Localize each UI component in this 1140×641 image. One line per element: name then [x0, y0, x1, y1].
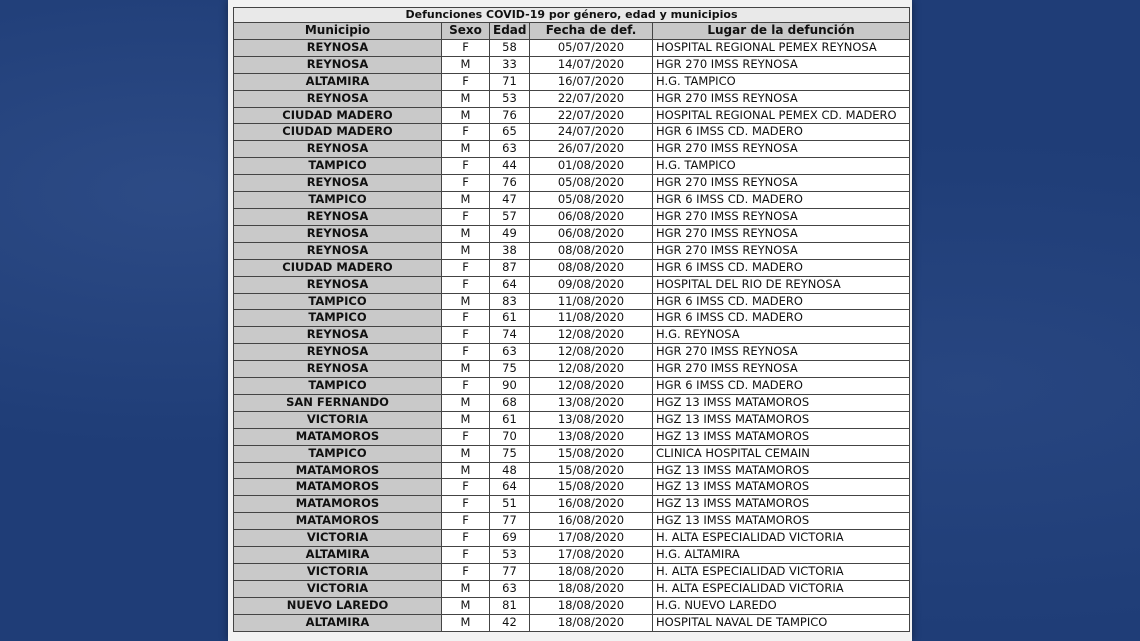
- fecha-cell: 05/08/2020: [530, 192, 653, 209]
- municipio-cell: ALTAMIRA: [234, 547, 442, 564]
- fecha-cell: 12/08/2020: [530, 344, 653, 361]
- sexo-cell: F: [442, 124, 490, 141]
- edad-cell: 51: [490, 496, 530, 513]
- lugar-cell: CLINICA HOSPITAL CEMAIN: [653, 445, 910, 462]
- municipio-cell: REYNOSA: [234, 361, 442, 378]
- edad-cell: 74: [490, 327, 530, 344]
- sexo-cell: M: [442, 580, 490, 597]
- fecha-cell: 12/08/2020: [530, 361, 653, 378]
- table-row: [234, 175, 910, 192]
- edad-cell: 69: [490, 530, 530, 547]
- table-row: [234, 479, 910, 496]
- lugar-cell: HGR 6 IMSS CD. MADERO: [653, 259, 910, 276]
- lugar-cell: H. ALTA ESPECIALIDAD VICTORIA: [653, 530, 910, 547]
- table-row: [234, 310, 910, 327]
- fecha-cell: 13/08/2020: [530, 394, 653, 411]
- edad-cell: 42: [490, 614, 530, 631]
- table-row: [234, 547, 910, 564]
- fecha-cell: 13/08/2020: [530, 428, 653, 445]
- edad-cell: 71: [490, 73, 530, 90]
- header-lugar: Lugar de la defunción: [653, 23, 910, 40]
- edad-cell: 75: [490, 361, 530, 378]
- fecha-cell: 12/08/2020: [530, 378, 653, 395]
- fecha-cell: 16/08/2020: [530, 496, 653, 513]
- table-row: [234, 242, 910, 259]
- table-row: [234, 496, 910, 513]
- edad-cell: 61: [490, 310, 530, 327]
- table-row: [234, 141, 910, 158]
- header-sexo: Sexo: [442, 23, 490, 40]
- fecha-cell: 08/08/2020: [530, 259, 653, 276]
- table-row: [234, 107, 910, 124]
- fecha-cell: 05/08/2020: [530, 175, 653, 192]
- edad-cell: 38: [490, 242, 530, 259]
- sexo-cell: F: [442, 73, 490, 90]
- sexo-cell: F: [442, 310, 490, 327]
- lugar-cell: HGZ 13 IMSS MATAMOROS: [653, 479, 910, 496]
- lugar-cell: HOSPITAL NAVAL DE TAMPICO: [653, 614, 910, 631]
- fecha-cell: 26/07/2020: [530, 141, 653, 158]
- municipio-cell: REYNOSA: [234, 208, 442, 225]
- edad-cell: 49: [490, 225, 530, 242]
- edad-cell: 76: [490, 175, 530, 192]
- sexo-cell: M: [442, 597, 490, 614]
- lugar-cell: HOSPITAL REGIONAL PEMEX REYNOSA: [653, 39, 910, 56]
- sexo-cell: F: [442, 564, 490, 581]
- table-row: [234, 411, 910, 428]
- lugar-cell: HGZ 13 IMSS MATAMOROS: [653, 394, 910, 411]
- municipio-cell: MATAMOROS: [234, 496, 442, 513]
- lugar-cell: H.G. REYNOSA: [653, 327, 910, 344]
- table-row: [234, 530, 910, 547]
- sexo-cell: F: [442, 344, 490, 361]
- lugar-cell: HGR 270 IMSS REYNOSA: [653, 361, 910, 378]
- sexo-cell: F: [442, 530, 490, 547]
- table-row: [234, 56, 910, 73]
- table-row: [234, 327, 910, 344]
- edad-cell: 70: [490, 428, 530, 445]
- table-row: [234, 597, 910, 614]
- lugar-cell: H.G. TAMPICO: [653, 73, 910, 90]
- municipio-cell: REYNOSA: [234, 56, 442, 73]
- table-row: [234, 462, 910, 479]
- fecha-cell: 18/08/2020: [530, 597, 653, 614]
- fecha-cell: 22/07/2020: [530, 107, 653, 124]
- fecha-cell: 24/07/2020: [530, 124, 653, 141]
- fecha-cell: 15/08/2020: [530, 445, 653, 462]
- sexo-cell: F: [442, 496, 490, 513]
- lugar-cell: HGR 270 IMSS REYNOSA: [653, 90, 910, 107]
- table-row: [234, 513, 910, 530]
- municipio-cell: REYNOSA: [234, 39, 442, 56]
- municipio-cell: VICTORIA: [234, 564, 442, 581]
- sexo-cell: F: [442, 479, 490, 496]
- municipio-cell: CIUDAD MADERO: [234, 124, 442, 141]
- header-row: [234, 23, 910, 40]
- edad-cell: 53: [490, 90, 530, 107]
- fecha-cell: 16/07/2020: [530, 73, 653, 90]
- municipio-cell: NUEVO LAREDO: [234, 597, 442, 614]
- sexo-cell: F: [442, 175, 490, 192]
- header-fecha: Fecha de def.: [530, 23, 653, 40]
- lugar-cell: H.G. TAMPICO: [653, 158, 910, 175]
- sexo-cell: M: [442, 614, 490, 631]
- municipio-cell: TAMPICO: [234, 158, 442, 175]
- table-row: [234, 158, 910, 175]
- header-municipio: Municipio: [234, 23, 442, 40]
- table-row: [234, 73, 910, 90]
- edad-cell: 63: [490, 580, 530, 597]
- lugar-cell: HGZ 13 IMSS MATAMOROS: [653, 428, 910, 445]
- table-title: Defunciones COVID-19 por género, edad y municipios: [234, 8, 910, 23]
- edad-cell: 47: [490, 192, 530, 209]
- sexo-cell: M: [442, 361, 490, 378]
- edad-cell: 63: [490, 344, 530, 361]
- edad-cell: 58: [490, 39, 530, 56]
- table-row: [234, 614, 910, 631]
- edad-cell: 64: [490, 276, 530, 293]
- lugar-cell: HGR 270 IMSS REYNOSA: [653, 344, 910, 361]
- municipio-cell: VICTORIA: [234, 411, 442, 428]
- edad-cell: 63: [490, 141, 530, 158]
- sexo-cell: M: [442, 445, 490, 462]
- lugar-cell: HGR 6 IMSS CD. MADERO: [653, 293, 910, 310]
- municipio-cell: TAMPICO: [234, 293, 442, 310]
- lugar-cell: HGZ 13 IMSS MATAMOROS: [653, 462, 910, 479]
- lugar-cell: HGR 270 IMSS REYNOSA: [653, 225, 910, 242]
- fecha-cell: 14/07/2020: [530, 56, 653, 73]
- table-row: [234, 344, 910, 361]
- table-row: [234, 378, 910, 395]
- fecha-cell: 18/08/2020: [530, 614, 653, 631]
- edad-cell: 90: [490, 378, 530, 395]
- edad-cell: 33: [490, 56, 530, 73]
- edad-cell: 81: [490, 597, 530, 614]
- table-row: [234, 276, 910, 293]
- fecha-cell: 06/08/2020: [530, 225, 653, 242]
- municipio-cell: MATAMOROS: [234, 479, 442, 496]
- sexo-cell: F: [442, 327, 490, 344]
- sexo-cell: M: [442, 56, 490, 73]
- edad-cell: 87: [490, 259, 530, 276]
- edad-cell: 65: [490, 124, 530, 141]
- lugar-cell: HGR 270 IMSS REYNOSA: [653, 242, 910, 259]
- lugar-cell: H. ALTA ESPECIALIDAD VICTORIA: [653, 564, 910, 581]
- fecha-cell: 11/08/2020: [530, 310, 653, 327]
- table-row: [234, 124, 910, 141]
- lugar-cell: HGZ 13 IMSS MATAMOROS: [653, 513, 910, 530]
- sexo-cell: M: [442, 411, 490, 428]
- edad-cell: 48: [490, 462, 530, 479]
- covid-deaths-table: [233, 7, 910, 632]
- table-row: [234, 564, 910, 581]
- municipio-cell: REYNOSA: [234, 175, 442, 192]
- sexo-cell: F: [442, 259, 490, 276]
- sexo-cell: F: [442, 208, 490, 225]
- municipio-cell: MATAMOROS: [234, 428, 442, 445]
- lugar-cell: HGR 6 IMSS CD. MADERO: [653, 378, 910, 395]
- municipio-cell: CIUDAD MADERO: [234, 259, 442, 276]
- municipio-cell: REYNOSA: [234, 90, 442, 107]
- sexo-cell: M: [442, 293, 490, 310]
- sexo-cell: F: [442, 428, 490, 445]
- municipio-cell: TAMPICO: [234, 310, 442, 327]
- fecha-cell: 18/08/2020: [530, 564, 653, 581]
- municipio-cell: VICTORIA: [234, 580, 442, 597]
- lugar-cell: H.G. ALTAMIRA: [653, 547, 910, 564]
- edad-cell: 77: [490, 513, 530, 530]
- lugar-cell: H.G. NUEVO LAREDO: [653, 597, 910, 614]
- table-row: [234, 208, 910, 225]
- lugar-cell: HGR 270 IMSS REYNOSA: [653, 141, 910, 158]
- municipio-cell: SAN FERNANDO: [234, 394, 442, 411]
- lugar-cell: H. ALTA ESPECIALIDAD VICTORIA: [653, 580, 910, 597]
- sexo-cell: F: [442, 276, 490, 293]
- edad-cell: 76: [490, 107, 530, 124]
- lugar-cell: HGR 6 IMSS CD. MADERO: [653, 192, 910, 209]
- sexo-cell: M: [442, 394, 490, 411]
- sexo-cell: F: [442, 39, 490, 56]
- fecha-cell: 22/07/2020: [530, 90, 653, 107]
- table-row: [234, 445, 910, 462]
- lugar-cell: HGZ 13 IMSS MATAMOROS: [653, 411, 910, 428]
- fecha-cell: 17/08/2020: [530, 547, 653, 564]
- edad-cell: 44: [490, 158, 530, 175]
- municipio-cell: REYNOSA: [234, 344, 442, 361]
- table-row: [234, 39, 910, 56]
- lugar-cell: HGR 270 IMSS REYNOSA: [653, 208, 910, 225]
- sexo-cell: F: [442, 513, 490, 530]
- sexo-cell: F: [442, 547, 490, 564]
- lugar-cell: HGR 270 IMSS REYNOSA: [653, 175, 910, 192]
- edad-cell: 77: [490, 564, 530, 581]
- municipio-cell: VICTORIA: [234, 530, 442, 547]
- table-row: [234, 259, 910, 276]
- municipio-cell: ALTAMIRA: [234, 73, 442, 90]
- municipio-cell: MATAMOROS: [234, 513, 442, 530]
- fecha-cell: 11/08/2020: [530, 293, 653, 310]
- municipio-cell: TAMPICO: [234, 445, 442, 462]
- header-edad: Edad: [490, 23, 530, 40]
- sexo-cell: M: [442, 242, 490, 259]
- edad-cell: 64: [490, 479, 530, 496]
- fecha-cell: 08/08/2020: [530, 242, 653, 259]
- edad-cell: 53: [490, 547, 530, 564]
- municipio-cell: REYNOSA: [234, 242, 442, 259]
- table-row: [234, 394, 910, 411]
- municipio-cell: CIUDAD MADERO: [234, 107, 442, 124]
- table-row: [234, 361, 910, 378]
- fecha-cell: 13/08/2020: [530, 411, 653, 428]
- fecha-cell: 01/08/2020: [530, 158, 653, 175]
- edad-cell: 68: [490, 394, 530, 411]
- fecha-cell: 16/08/2020: [530, 513, 653, 530]
- municipio-cell: MATAMOROS: [234, 462, 442, 479]
- table-row: [234, 428, 910, 445]
- fecha-cell: 12/08/2020: [530, 327, 653, 344]
- municipio-cell: REYNOSA: [234, 327, 442, 344]
- edad-cell: 83: [490, 293, 530, 310]
- lugar-cell: HGR 6 IMSS CD. MADERO: [653, 124, 910, 141]
- sexo-cell: M: [442, 225, 490, 242]
- fecha-cell: 06/08/2020: [530, 208, 653, 225]
- fecha-cell: 09/08/2020: [530, 276, 653, 293]
- sexo-cell: M: [442, 192, 490, 209]
- municipio-cell: REYNOSA: [234, 225, 442, 242]
- lugar-cell: HOSPITAL REGIONAL PEMEX CD. MADERO: [653, 107, 910, 124]
- municipio-cell: REYNOSA: [234, 141, 442, 158]
- lugar-cell: HGZ 13 IMSS MATAMOROS: [653, 496, 910, 513]
- lugar-cell: HOSPITAL DEL RIO DE REYNOSA: [653, 276, 910, 293]
- municipio-cell: TAMPICO: [234, 192, 442, 209]
- lugar-cell: HGR 6 IMSS CD. MADERO: [653, 310, 910, 327]
- table-row: [234, 293, 910, 310]
- sexo-cell: M: [442, 90, 490, 107]
- municipio-cell: TAMPICO: [234, 378, 442, 395]
- edad-cell: 61: [490, 411, 530, 428]
- sexo-cell: F: [442, 378, 490, 395]
- lugar-cell: HGR 270 IMSS REYNOSA: [653, 56, 910, 73]
- municipio-cell: ALTAMIRA: [234, 614, 442, 631]
- edad-cell: 57: [490, 208, 530, 225]
- table-row: [234, 580, 910, 597]
- sexo-cell: F: [442, 158, 490, 175]
- edad-cell: 75: [490, 445, 530, 462]
- fecha-cell: 17/08/2020: [530, 530, 653, 547]
- table-row: [234, 225, 910, 242]
- municipio-cell: REYNOSA: [234, 276, 442, 293]
- table-row: [234, 90, 910, 107]
- table-row: [234, 192, 910, 209]
- fecha-cell: 15/08/2020: [530, 479, 653, 496]
- sexo-cell: M: [442, 107, 490, 124]
- sexo-cell: M: [442, 462, 490, 479]
- table-panel: [228, 0, 912, 641]
- sexo-cell: M: [442, 141, 490, 158]
- fecha-cell: 18/08/2020: [530, 580, 653, 597]
- fecha-cell: 15/08/2020: [530, 462, 653, 479]
- fecha-cell: 05/07/2020: [530, 39, 653, 56]
